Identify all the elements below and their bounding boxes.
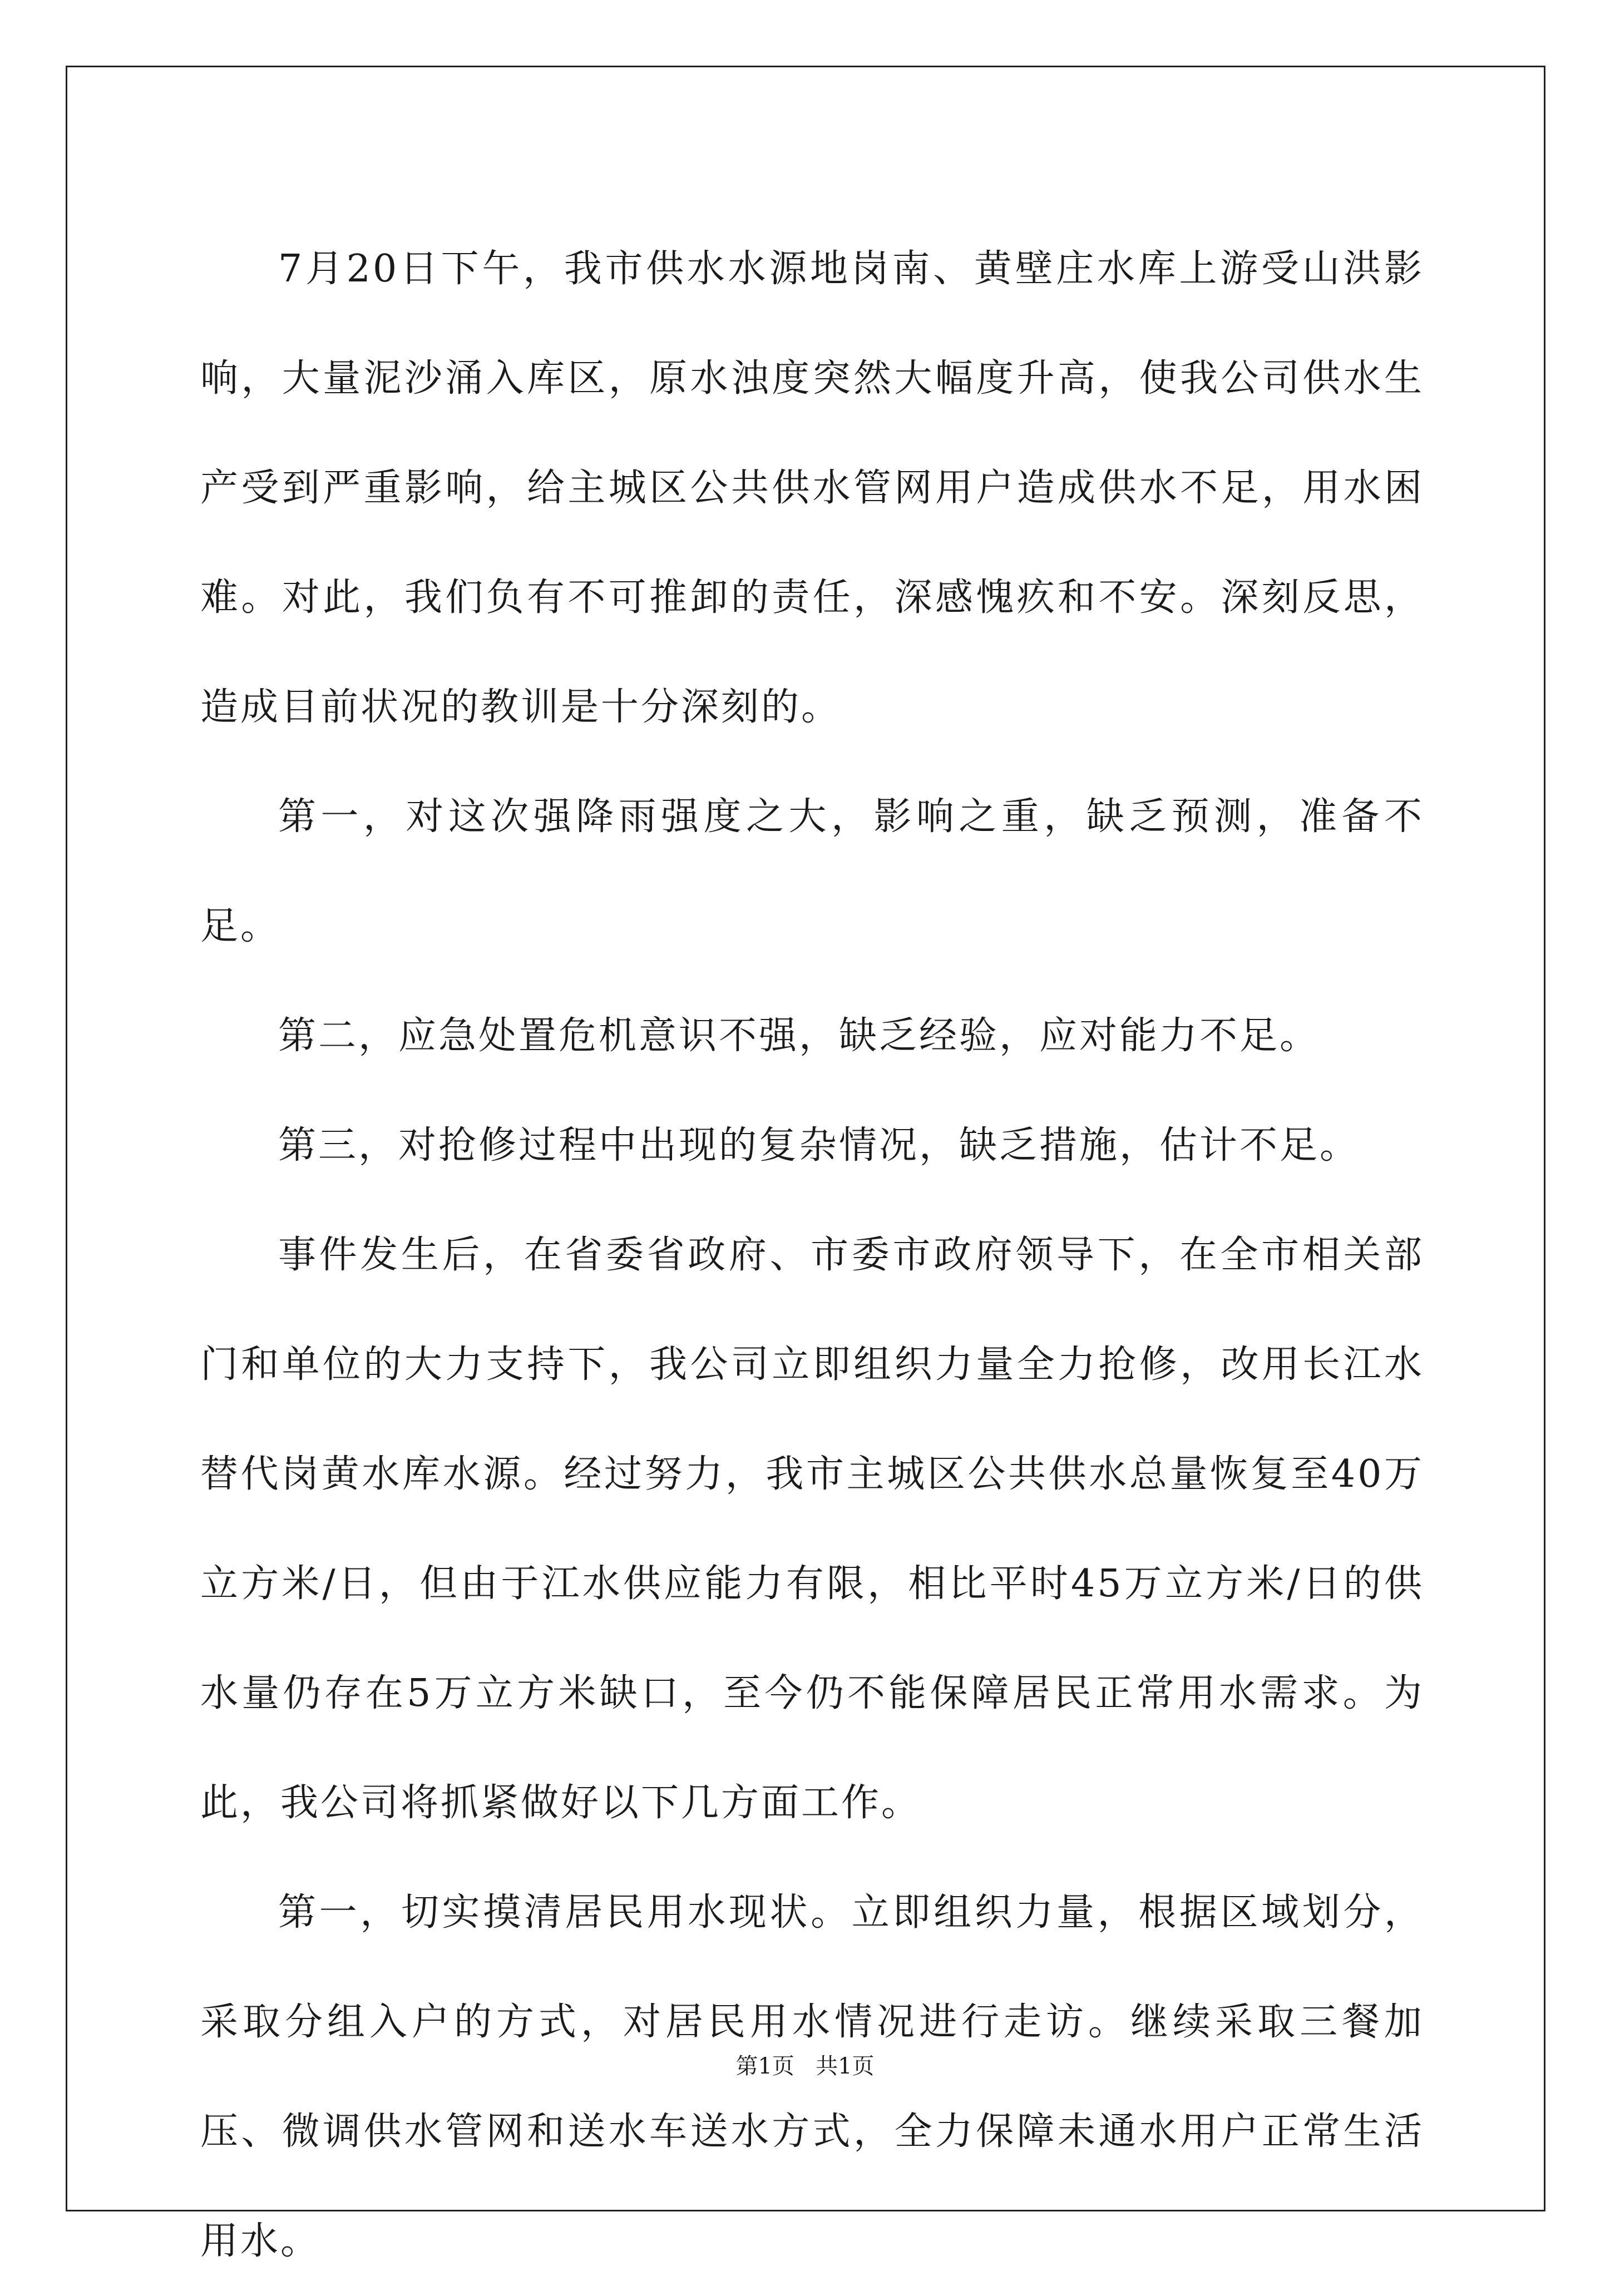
paragraph: 第一，切实摸清居民用水现状。立即组织力量，根据区域划分，采取分组入户的方式，对居民用水情况进行走访。继续采取三餐加压、微调供水管网和送水车送水方式，全力保障未通水用户正常生活用水。 <box>200 1891 1424 2263</box>
page-total: 共1页 <box>816 2053 875 2079</box>
document-body <box>200 214 1424 2296</box>
paragraph: 第一，对这次强降雨强度之大，影响之重，缺乏预测，准备不足。 <box>200 795 1424 948</box>
paragraph: 第三，对抢修过程中出现的复杂情况，缺乏措施，估计不足。 <box>278 1124 1360 1167</box>
page-number: 第1页 <box>735 2053 794 2079</box>
page-footer <box>0 2050 1610 2083</box>
paragraph: 7月20日下午，我市供水水源地岗南、黄壁庄水库上游受山洪影响，大量泥沙涌入库区，原水浊度突然大幅度升高，使我公司供水生产受到严重影响，给主城区公共供水管网用户造成供水不足，用水困难。对此，我们负有不可推卸的责任，深感愧疚和不安。深刻反思，造成目前状况的教训是十分深刻的。 <box>200 247 1424 729</box>
paragraph: 事件发生后，在省委省政府、市委市政府领导下，在全市相关部门和单位的大力支持下，我公司立即组织力量全力抢修，改用长江水替代岗黄水库水源。经过努力，我市主城区公共供水总量恢复至40万立方米/日，但由于江水供应能力有限，相比平时45万立方米/日的供水量仍存在5万立方米缺口，至今仍不能保障居民正常用水需求。为此，我公司将抓紧做好以下几方面工作。 <box>200 1233 1424 1825</box>
paragraph: 第二，应急处置危机意识不强，缺乏经验，应对能力不足。 <box>278 1014 1320 1058</box>
